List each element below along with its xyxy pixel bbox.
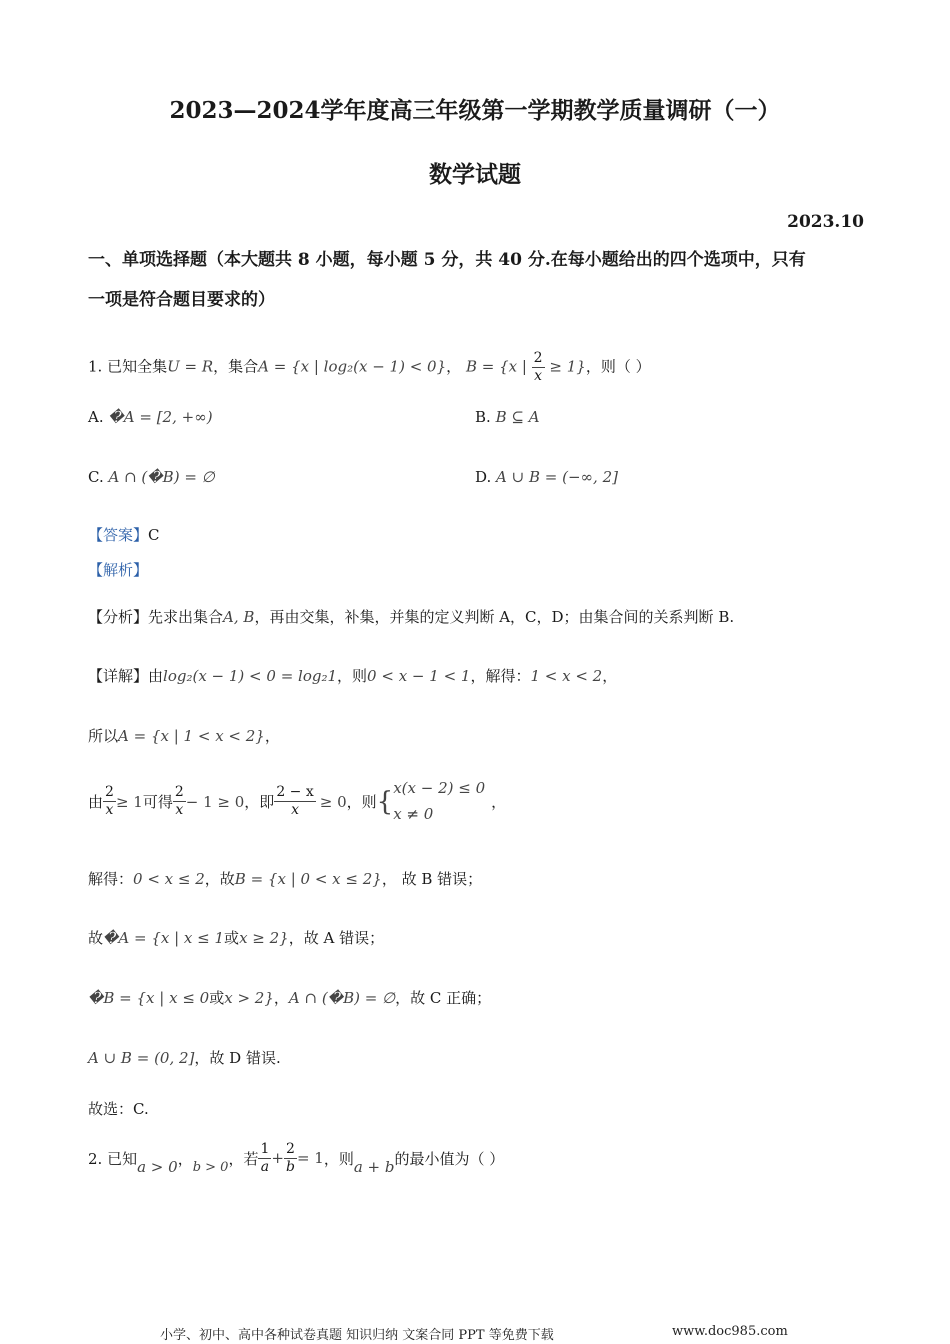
complement-a-line: [88, 927, 384, 948]
by-f2-den: x: [175, 802, 184, 818]
q1-option-c-label: C.: [88, 468, 104, 486]
exam-date: 2023.10: [787, 212, 864, 232]
footer-url[interactable]: www.doc985.com: [672, 1324, 788, 1339]
by-fraction-1: [103, 784, 116, 819]
by-fraction-2: [173, 784, 186, 819]
q2-fraction-2: [284, 1141, 297, 1176]
complement-b-line: [88, 987, 491, 1008]
comp-b-math-3: A ∩ (�B) = ∅: [288, 989, 396, 1007]
q1-set-b-den: x: [534, 367, 543, 384]
q1-set-b-post: ≥ 1}: [549, 357, 586, 376]
q1-option-b-label: B.: [475, 408, 491, 426]
section-heading-line2: 一项是符合题目要求的）: [88, 290, 275, 310]
q1-set-b-num: 2: [533, 350, 543, 366]
detail-end: ，: [602, 667, 618, 685]
comp-b-math-1: �B = {x | x ≤ 0: [88, 989, 210, 1007]
q2-math-3: a + b: [353, 1158, 395, 1176]
comp-b-end: ，故 C 正确；: [395, 989, 492, 1007]
by-f2-post: − 1 ≥ 0: [185, 792, 245, 811]
analysis-post: ，再由交集，补集，并集的定义判断 A，C，D；由集合间的关系判断 B.: [254, 608, 735, 626]
so-line: [88, 725, 280, 746]
system-brace: {: [376, 786, 394, 817]
q1-option-c-math: A ∩ (�B) = ∅: [108, 468, 215, 486]
q1-prefix: 1. 已知全集: [88, 357, 168, 376]
question-2-stem: [88, 1140, 504, 1176]
detail-line: [88, 665, 617, 686]
q2-f1-den: a: [260, 1158, 270, 1175]
by-fraction-3: [274, 784, 315, 819]
inequality-system: [393, 776, 485, 827]
q1-option-a: [88, 408, 213, 426]
by-f3-post: ≥ 0: [319, 792, 347, 811]
so-math: A = {x | 1 < x < 2}: [118, 727, 265, 745]
comp-a-pre: 故: [88, 929, 104, 947]
q2-mid: ，若: [228, 1149, 259, 1168]
by-f1-post: ≥ 1: [115, 792, 143, 811]
analysis-label: 【分析】: [88, 608, 149, 626]
q1-option-b-math: B ⊆ A: [495, 408, 540, 426]
q1-option-d: [475, 468, 618, 486]
page-title: 2023—2024学年度高三年级第一学期教学质量调研（一）: [169, 97, 781, 124]
detail-pre: 由: [148, 667, 164, 685]
by-mid-3: ，则: [346, 793, 377, 811]
comp-b-sep: ，: [273, 989, 289, 1007]
solve-math-2: B = {x | 0 < x ≤ 2}: [234, 870, 382, 888]
q1-option-a-label: A.: [88, 408, 104, 426]
q2-math-2: b > 0: [192, 1159, 229, 1175]
answer-line: [88, 524, 160, 545]
q1-option-a-math: �A = [2, +∞): [108, 408, 213, 426]
union-end: ，故 D 错误.: [194, 1049, 281, 1067]
q2-prefix: 2. 已知: [88, 1149, 138, 1168]
detail-math-3: 1 < x < 2: [530, 667, 603, 685]
q2-eq: = 1: [296, 1149, 324, 1167]
solve-pre: 解得：: [88, 870, 134, 888]
comp-a-math-2: x ≥ 2}: [239, 929, 289, 947]
q2-plus: +: [271, 1149, 284, 1167]
q1-option-d-label: D.: [475, 468, 492, 486]
q1-option-b: [475, 408, 540, 426]
by-mid-2: ，即: [244, 793, 275, 811]
union-math: A ∪ B = (0, 2]: [88, 1049, 195, 1067]
detail-math-1: log₂(x − 1) < 0 = log₂1: [163, 667, 338, 685]
detail-mid-2: ，解得：: [470, 667, 531, 685]
so-end: ，: [264, 727, 280, 745]
q1-suffix: ，则（ ）: [585, 357, 651, 376]
system-line-1: x(x − 2) ≤ 0: [393, 779, 486, 797]
so-pre: 所以: [88, 727, 119, 745]
by-pre: 由: [88, 793, 104, 811]
by-f3-den: x: [291, 802, 299, 818]
q1-option-d-math: A ∪ B = (−∞, 2]: [496, 468, 618, 486]
comp-a-math-1: �A = {x | x ≤ 1: [103, 929, 225, 947]
q1-option-c: [88, 468, 215, 486]
system-line-2: x ≠ 0: [393, 804, 434, 823]
q2-suffix: 的最小值为（ ）: [394, 1149, 505, 1168]
analysis-tag: 【解析】: [88, 561, 149, 579]
by-f1-num: 2: [105, 784, 114, 801]
final-answer: 故选：C.: [88, 1100, 149, 1118]
solve-math-1: 0 < x ≤ 2: [133, 870, 205, 888]
q1-universal-set: U = R: [167, 357, 214, 376]
by-end: ，: [491, 793, 507, 811]
comp-b-or: 或: [209, 989, 225, 1007]
q2-mid-2: ，则: [323, 1149, 354, 1168]
detail-math-2: 0 < x − 1 < 1: [367, 667, 471, 685]
answer-tag: 【答案】: [88, 526, 149, 544]
comp-b-math-2: x > 2}: [224, 989, 274, 1007]
q2-f2-num: 2: [284, 1141, 297, 1159]
analysis-pre: 先求出集合: [148, 608, 224, 626]
by-mid-1: 可得: [142, 793, 173, 811]
comp-a-or: 或: [224, 929, 240, 947]
q2-sep-1: ，: [177, 1149, 193, 1168]
page-subtitle: 数学试题: [429, 161, 521, 188]
detail-label: 【详解】: [88, 667, 149, 685]
by-f3-num: 2 − x: [276, 784, 314, 801]
union-line: [88, 1047, 281, 1068]
solve-line: [88, 868, 482, 889]
question-1-stem: [88, 350, 651, 385]
q1-set-b-pre: B = {x |: [465, 357, 527, 376]
detail-mid: ，则: [337, 667, 368, 685]
q2-fraction-1: [258, 1141, 271, 1176]
footer-text: 小学、初中、高中各种试卷真题 知识归纳 文案合同 PPT 等免费下载: [160, 1328, 554, 1343]
analysis-math: A, B: [223, 608, 255, 626]
q1-mid: ，集合: [213, 357, 259, 376]
q1-set-b-fraction: [532, 350, 545, 385]
solve-mid: ，故: [204, 870, 235, 888]
q2-math-1: a > 0: [137, 1158, 178, 1176]
q2-f2-den: b: [285, 1158, 295, 1175]
fraction-line: [88, 776, 506, 827]
q1-sep: ，: [446, 357, 462, 376]
q2-f1-num: 1: [260, 1140, 270, 1157]
comp-a-end: ，故 A 错误；: [288, 929, 385, 947]
section-heading-line1: 一、单项选择题（本大题共 8 小题，每小题 5 分，共 40 分.在每小题给出的四个选项中，只有: [88, 250, 806, 270]
analysis-line: [88, 606, 734, 627]
q1-set-a: A = {x | log₂(x − 1) < 0}: [258, 357, 447, 376]
answer-value: C: [148, 526, 160, 544]
solve-end: ， 故 B 错误；: [381, 870, 483, 888]
by-f2-num: 2: [174, 784, 184, 801]
by-f1-den: x: [105, 802, 114, 818]
